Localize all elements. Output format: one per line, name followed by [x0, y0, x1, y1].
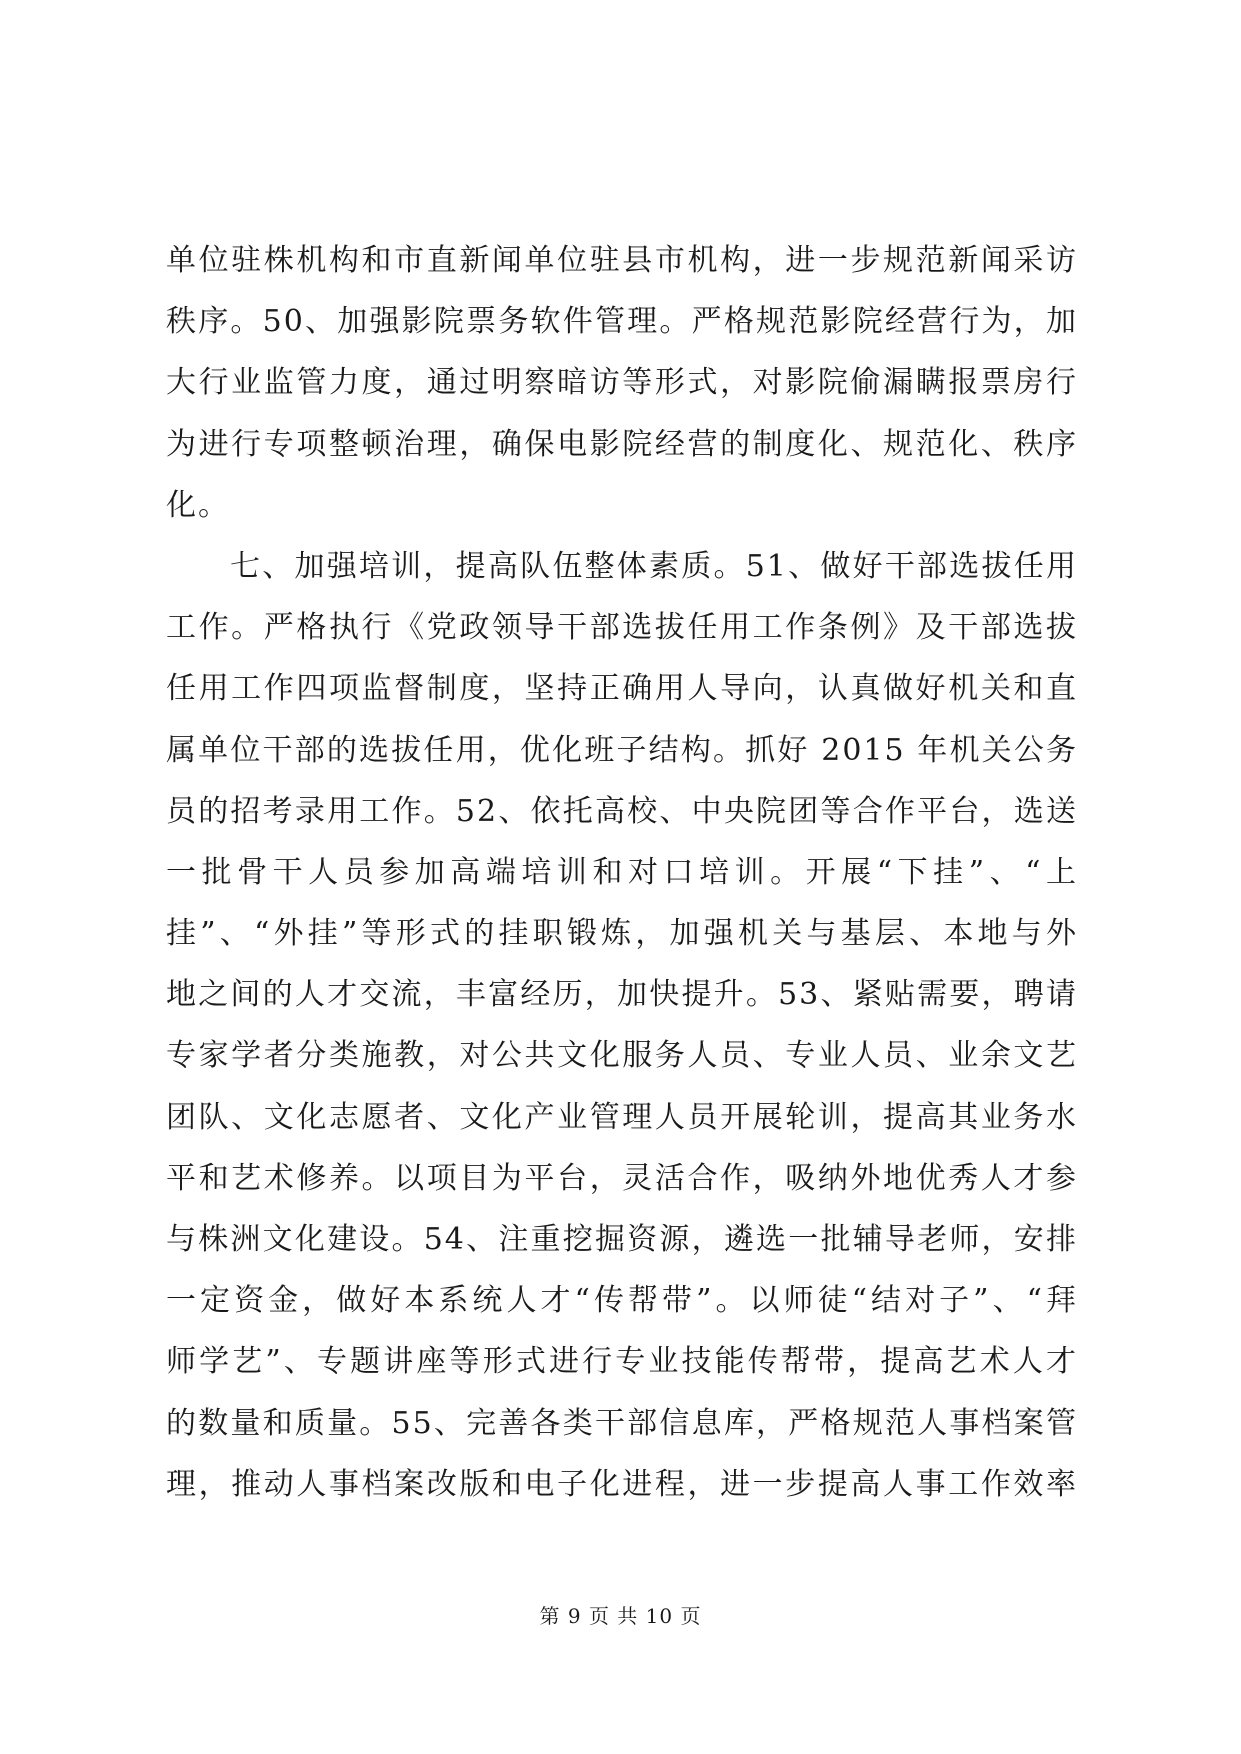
text-line: 任用工作四项监督制度，坚持正确用人导向，认真做好机关和直 [166, 671, 1078, 707]
page-number-label: 第 9 页 共 10 页 [539, 1604, 702, 1628]
text-line: 秩序。50、加强影院票务软件管理。严格规范影院经营行为，加 [166, 304, 1078, 340]
section-heading-line: 七、加强培训，提高队伍整体素质。51、做好干部选拔任用 [230, 548, 1078, 584]
text-line: 挂”、“外挂”等形式的挂职锻炼，加强机关与基层、本地与外 [166, 916, 1078, 952]
text-line: 与株洲文化建设。54、注重挖掘资源，遴选一批辅导老师，安排 [166, 1222, 1078, 1257]
text-line: 大行业监管力度，通过明察暗访等形式，对影院偷漏瞒报票房行 [166, 365, 1078, 401]
text-line: 地之间的人才交流，丰富经历，加快提升。53、紧贴需要，聘请 [166, 977, 1078, 1013]
text-line: 员的招考录用工作。52、依托高校、中央院团等合作平台，选送 [166, 793, 1078, 829]
text-line: 单位驻株机构和市直新闻单位驻县市机构，进一步规范新闻采访 [166, 243, 1078, 278]
body-text [166, 230, 1078, 1515]
text-line: 理，推动人事档案改版和电子化进程，进一步提高人事工作效率 [166, 1466, 1078, 1502]
text-line: 平和艺术修养。以项目为平台，灵活合作，吸纳外地优秀人才参 [166, 1160, 1078, 1196]
text-line: 化。 [166, 487, 230, 523]
page-footer [0, 1600, 1241, 1629]
text-line: 的数量和质量。55、完善各类干部信息库，严格规范人事档案管 [166, 1405, 1078, 1441]
text-line: 为进行专项整顿治理，确保电影院经营的制度化、规范化、秩序 [166, 426, 1078, 462]
text-line: 团队、文化志愿者、文化产业管理人员开展轮训，提高其业务水 [166, 1099, 1078, 1135]
text-line: 属单位干部的选拔任用，优化班子结构。抓好 2015 年机关公务 [166, 732, 1078, 768]
text-line: 师学艺”、专题讲座等形式进行专业技能传帮带，提高艺术人才 [166, 1344, 1078, 1380]
text-line: 工作。严格执行《党政领导干部选拔任用工作条例》及干部选拔 [166, 610, 1078, 646]
text-line: 专家学者分类施教，对公共文化服务人员、专业人员、业余文艺 [166, 1038, 1078, 1074]
text-line: 一批骨干人员参加高端培训和对口培训。开展“下挂”、“上 [166, 854, 1078, 890]
text-line: 一定资金，做好本系统人才“传帮带”。以师徒“结对子”、“拜 [166, 1283, 1078, 1319]
